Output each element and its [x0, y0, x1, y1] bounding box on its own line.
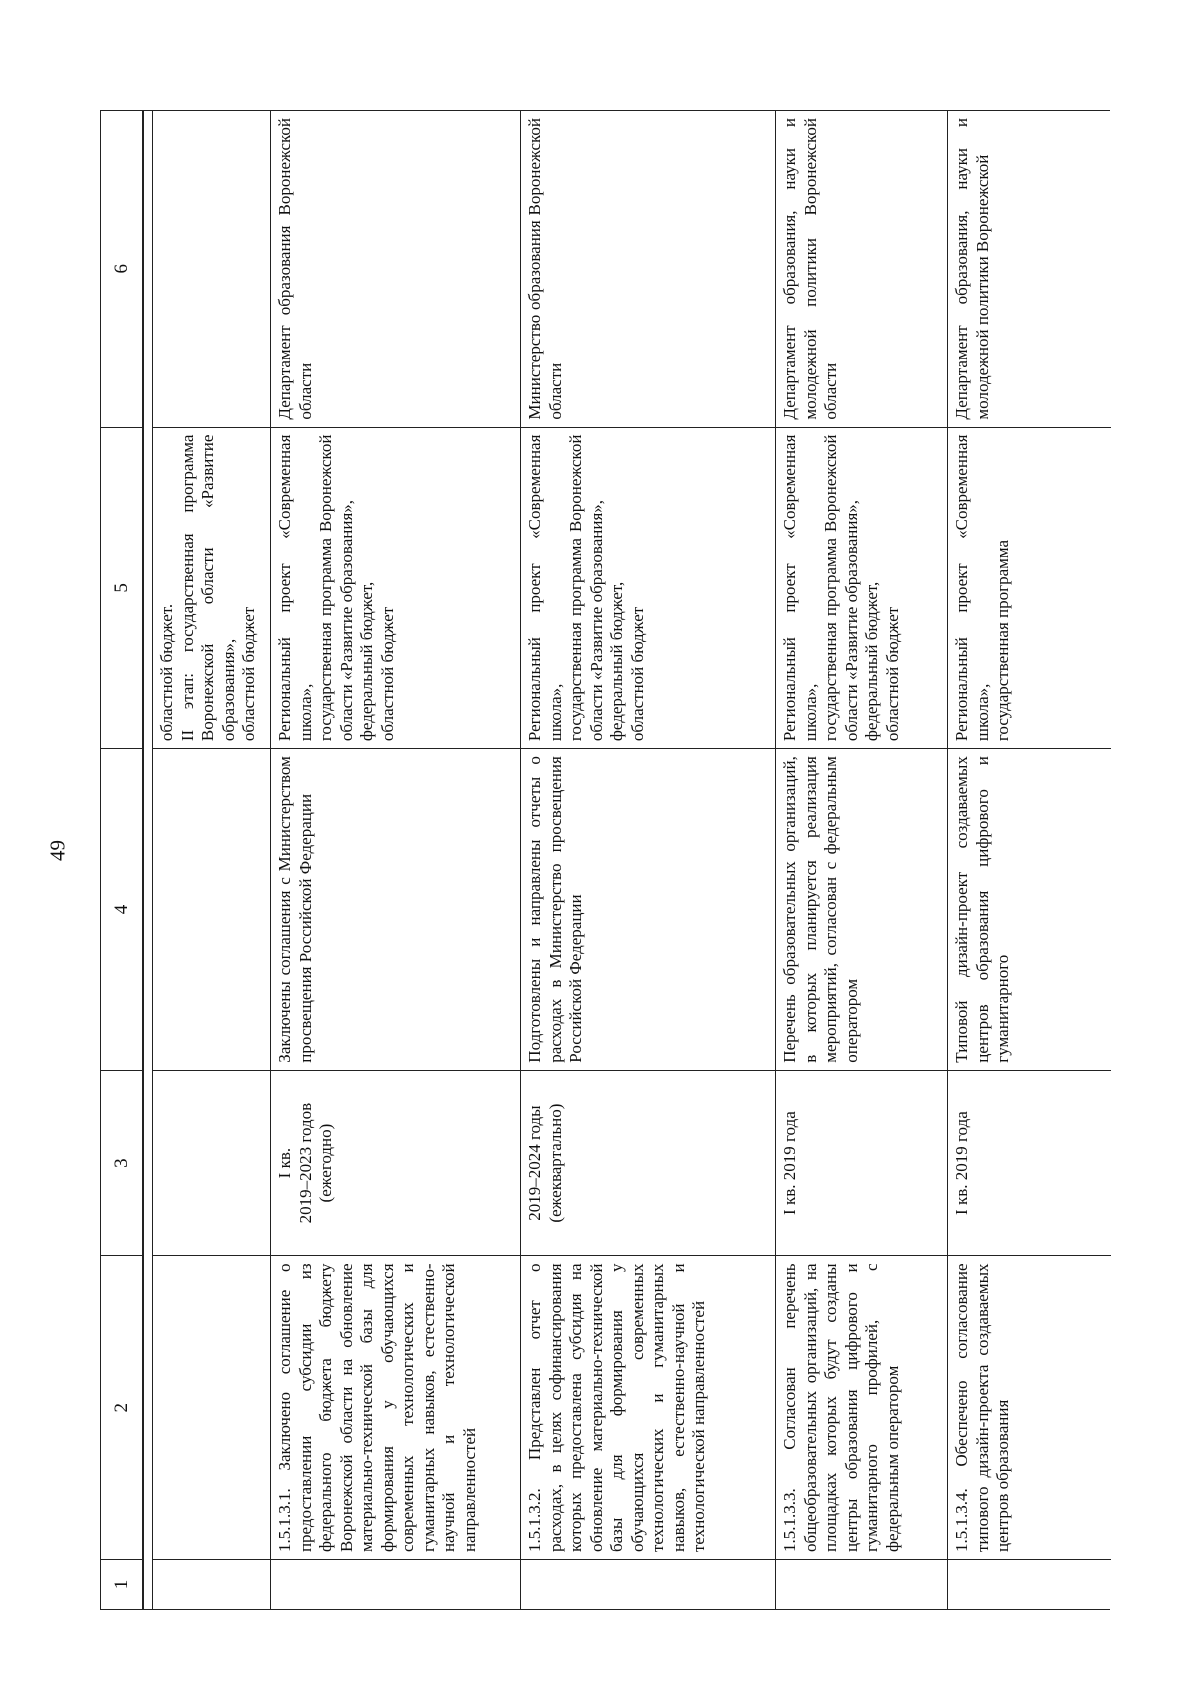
event-cell — [153, 1255, 270, 1559]
row-number-cell — [271, 1559, 520, 1609]
deadline-cell: I кв. 2019 года — [948, 1070, 1111, 1256]
row-number-cell — [153, 1559, 270, 1609]
table-row — [153, 111, 271, 1609]
result-cell — [153, 748, 270, 1070]
rotated-table-container — [100, 110, 1110, 1610]
table-row — [776, 111, 948, 1609]
responsible-cell: Департамент образования, науки и молодежной политики Воронежской области — [780, 118, 840, 420]
event-cell: 1.5.1.3.1. Заключено соглашение о предоставлении субсидии из федерального бюджета бюджету Воронежской области на обновление материально-технической базы для формирования у обучающихся современных технологических и гуманитарных навыков, естественно-научной и технологической направленностей — [271, 1255, 520, 1559]
column-header-2: 2 — [101, 1255, 142, 1559]
funding-source-cell: Региональный проект «Современная школа», государственная программа Воронежской области «Развитие образования», федеральный бюджет, областной бюджет — [776, 427, 947, 749]
table-column-headers — [100, 110, 144, 1610]
event-cell: 1.5.1.3.2. Представлен отчет о расходах, в целях софинансирования которых предоставлена субсидия на обновление материально-технической базы для формирования у обучающихся современных технологических и гуманитарных навыков, естественно-научной и технологической направленностей — [521, 1255, 775, 1559]
funding-source-cell: Региональный проект «Современная школа», государственная программа Воронежской области «Развитие образования», федеральный бюджет, областной бюджет — [521, 427, 775, 749]
funding-source-cell: Региональный проект «Современная школа», государственная программа Воронежской области «Развитие образования», федеральный бюджет, областной бюджет — [271, 427, 520, 749]
column-header-3: 3 — [101, 1070, 142, 1256]
responsible-cell: Департамент образования Воронежской области — [275, 118, 315, 420]
row-number-cell — [776, 1559, 947, 1609]
row-number-cell — [948, 1559, 1111, 1609]
deadline-cell: I кв. 2019–2023 годов (ежегодно) — [271, 1070, 520, 1256]
event-cell: 1.5.1.3.3. Согласован перечень общеобразовательных организаций, на площадках которых будут созданы центры образования цифрового и гуманитарного профилей, с федеральным оператором — [776, 1255, 947, 1559]
funding-source-cell: областной бюджет. II этап: государственная программа Воронежской области «Развитие образования», областной бюджет — [153, 427, 270, 749]
responsible-cell: Министерство образования Воронежской области — [525, 118, 565, 420]
deadline-cell: 2019–2024 годы (ежеквартально) — [521, 1070, 775, 1256]
deadline-cell: I кв. 2019 года — [776, 1070, 947, 1256]
responsible-cell — [153, 111, 270, 427]
table-row — [521, 111, 776, 1609]
result-cell: Типовой дизайн-проект создаваемых центров образования цифрового и гуманитарного — [948, 748, 1111, 1070]
table-body — [152, 110, 1110, 1610]
table-row — [948, 111, 1111, 1609]
responsible-cell: Департамент образования, науки и молодежной политики Воронежской — [952, 118, 992, 420]
row-number-cell — [521, 1559, 775, 1609]
column-header-4: 4 — [101, 748, 142, 1070]
page-number: 49 — [45, 840, 70, 861]
result-cell: Подготовлены и направлены отчеты о расходах в Министерство просвещения Российской Федерации — [521, 748, 775, 1070]
plan-table — [100, 110, 1110, 1610]
column-header-5: 5 — [101, 427, 142, 749]
event-cell: 1.5.1.3.4. Обеспечено согласование типового дизайн-проекта создаваемых центров образования — [948, 1255, 1111, 1559]
deadline-cell — [153, 1070, 270, 1256]
column-header-1: 1 — [101, 1559, 142, 1609]
column-header-6: 6 — [110, 264, 132, 274]
result-cell: Перечень образовательных организаций, в которых планируется реализация мероприятий, согласован с федеральным оператором — [776, 748, 947, 1070]
funding-source-cell: Региональный проект «Современная школа», государственная программа — [948, 427, 1111, 749]
table-row — [271, 111, 521, 1609]
result-cell: Заключены соглашения с Министерством просвещения Российской Федерации — [271, 748, 520, 1070]
header-gap — [144, 110, 152, 1610]
